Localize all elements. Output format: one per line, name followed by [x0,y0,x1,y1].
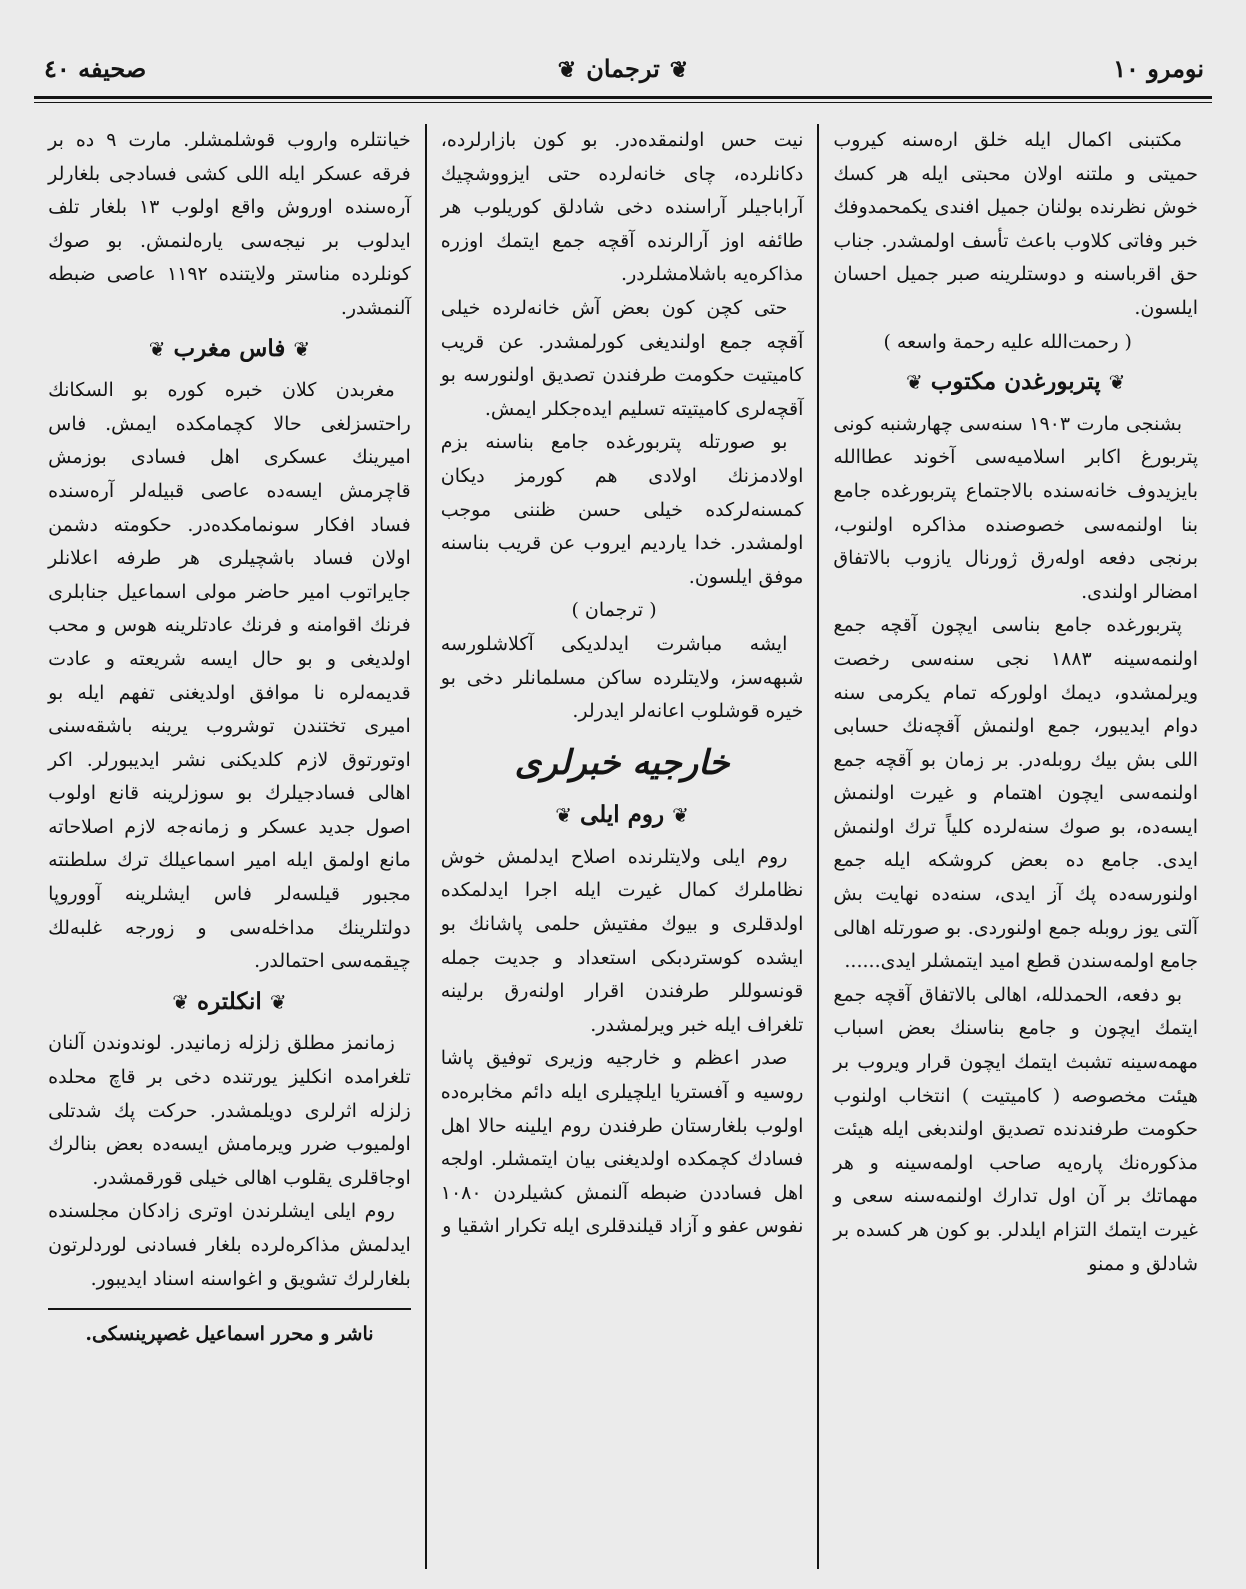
obituary-paragraph: مكتبنى اكمال ايله خلق اره‌سنه كيروب حميتى و ملتنه اولان محبتى ايله هر كسك خوش نظرنده بولنان جميل افندى يكمحمدوفك خبر وفاتى كلاوب باعث تأسف اولمشدر. جناب حق اقرباسنه و دوستلرينه صبر جميل احسان ايلسون. [833,129,1198,319]
page-number-label: صحيفه ٤٠ [44,54,147,83]
fleuron-icon: ❦ [269,989,287,1014]
article-paragraph: حتى كچن كون بعض آش خانه‌لرده خيلى آقچه جمع اولنديغى كورلمشدر. عن قريب كاميتيت حكومت طرفندن تصديق اولنورسه بو آقچه‌لرى كاميتيته تسليم ايده‌جكلر ايمش. [440,296,804,420]
footer-rule [48,1308,411,1310]
article-paragraph: ايشه مباشرت ايدلديكى آكلاشلورسه شبهه‌سز، ولايتلرده ساكن مسلمانلر دخى بو خيره قوشلوب اعانه‌لر ايدرلر. [440,632,804,723]
section-title-text: انكلتره [197,987,262,1015]
article-paragraph: بو صورتله پتربورغده جامع بناسنه بزم اولادمزنك اولادى هم كورمز ديكان كمسنه‌لركده خيلى حسن ظننى موجب اولمشدر. خدا يارديم ايروب عن قريب بناسنه موفق ايلسون. [440,431,804,588]
article-paragraph: پتربورغده جامع بناسى ايچون آقچه جمع اولنمه‌سينه ۱۸۸۳ نجى سنه‌سى رخصت ويرلمشدو، ديمك اولوركه تمام يكرمى سنه دوام ايديبور، جمع اولنمش آقچه‌نك حسابى اللى بش بيك روبله‌در. بر زمان بو آقچه جمع اولنمه‌سى ايچون اهتمام و غيرت اولنمش ايسه‌ده، بو صوك سنه‌لرده كلياً ترك اولنمش ايدى. جامع ده بعض كروشكه ايله جمع اولنورسه‌ده پك آز ايدى، سنه‌ده نهايت بش آلتى يوز روبله جمع اولنوردى. بو صورتله اهالى جامع اولمه‌سندن قطع اميد ايتمشلر ايدى...... [833,614,1198,973]
section-title-rumelia [441,798,804,833]
section-title-england [48,985,411,1020]
fleuron-icon: ❦ [148,336,166,361]
foreign-news-heading: خارجيه خبرلرى [514,742,730,783]
article-columns [34,124,1212,1569]
article-paragraph: روم ايلى ايشلرندن اوترى زادكان مجلسنده ايدلمش مذاكره‌لرده بلغار فسادنى لوردلرتون بلغارلرك تشويق و اغواسنه اسناد ايديبور. [48,1200,411,1290]
fleuron-icon: ❦ [1108,370,1126,395]
article-paragraph: مغربدن كلان خبره كوره بو السكانك راحتسزلغى حالا كچمامكده ايمش. فاس اميرينك عسكرى اهل فسادى بوزمش قاچرمش ايسه‌ده عاصى قبيله‌لر آره‌سنده فساد افكار سونمامكده‌در. حكومته دشمن اولان فساد باشچيلرى هر طرفه اعلانلر جايراتوب امير حاضر مولى اسماعيل جنابلرى فرنك اقوامنه و فرنك عادتلرينه هوس و محب اولديغى و بو حال ايسه شريعته و عادت قديمه‌لره نا موافق اولديغنى تفهم ايله بو اميرى تختندن توشروب يرينه باشقه‌سنى اوتورتوق لازم كلديكنى نشر ايديبورلر. اكر اهالى فسادجيلرك بو سوزلرينه قانع اولوب اصول جديد عسكر و زمانه‌جه لازم اصلاحاته مانع اولمق ايله امير اسماعيلك ترك سلطنته مجبور قيلسه‌لر فاس ايشلرينه آووروپا دولتلرينك مداخله‌سى و زورجه غلبه‌لك چيقمه‌سى احتمالدر. [48,379,411,973]
header-rule-thin [34,102,1212,103]
column-right [819,124,1212,1569]
section-title-petersburg-letter [833,365,1198,400]
ornament-right-icon: ❦ [669,57,689,83]
section-title-morocco [48,332,411,367]
column-left [34,124,427,1569]
page-header [34,52,1212,106]
article-signature: ( ترجمان ) [571,599,657,622]
article-paragraph: بشنجى مارت ۱۹۰۳ سنه‌سى چهارشنبه كونى پتربورغ اكابر اسلاميه‌سى آخوند عطاالله بايزيدوف خانه‌سنده بالاجتماع پتربورغده جامع بنا اولنمه‌سى خصوصنده مذاكره اولنوب، برنجى دفعه اوله‌رق ژورنال يازوب بالاتفاق امضالر اولندى. [833,412,1198,603]
article-paragraph: زمانمز مطلق زلزله زمانيدر. لوندوندن آلنان تلغرامده انكليز يورتنده دخى بر قاچ محلده زلزله اثرلرى دويلمشدر. حركت پك شدتلى اولميوب ضرر ويرمامش ايسه‌ده بعض بنالرك اوجاقلرى يقلوب اهالى خيلى قورقمشدر. [48,1032,411,1189]
section-title-text: پتربورغدن مكتوب [930,368,1101,396]
column-middle [427,124,820,1569]
article-paragraph: نيت حس اولنمقده‌در. بو كون بازارلرده، دكانلرده، چاى خانه‌لرده حتى ايزووشچيك آراباجيلر آراسنده دخى شادلق كوريلوب هر طائفه اوز آرالرنده آقچه جمع ايتمك اوزره مذاكره‌يه باشلامشلردر. [440,129,804,286]
fleuron-icon: ❦ [293,336,311,361]
obituary-closing: ( رحمت‌الله عليه رحمة واسعه ) [883,330,1132,353]
issue-number-label: نومرو ١٠ [1113,54,1204,83]
section-title-text: فاس مغرب [173,334,286,362]
masthead-title [34,54,1212,83]
ornament-left-icon: ❦ [557,57,577,83]
fleuron-icon: ❦ [672,803,689,828]
fleuron-icon: ❦ [555,803,573,828]
article-paragraph: بو دفعه، الحمدلله، اهالى بالاتفاق آقچه جمع ايتمك ايچون و جامع بناسنك بعض اسباب مهمه‌سينه تشبث ايتمك ايچون قرار ويروب بر هيئت مخصوصه ( كاميتيت ) انتخاب اولنوب حكومت طرفندنده تصديق اولندبغى ايله هيئت مذكوره‌نك پاره‌يه صاحب اولمه‌سينه و هر مهماتك بر آن اول تدارك اولنمه‌سنه سعى و غيرت ايتمك التزام ايلدلر. بو كون هر كسده بر شادلق و ممنو [833,983,1198,1275]
article-paragraph: روم ايلى ولايتلرنده اصلاح ايدلمش خوش نظاملرك كمال غيرت ايله اجرا ايدلمكده اولدقلرى و بيوك مفتيش حلمى پاشانك بو ايشده كوستردبكى استعداد و جديت جمله قونسوللر طرفندن اقرار اولنه‌رق برلينه تلغراف ايله خبر ويرلمشدر. [440,845,804,1036]
article-paragraph: خيانتلره واروب قوشلمشلر. مارت ۹ ده بر فرقه عسكر ايله اللى كشى فسادجى بلغارلر آره‌سنده اوروش واقع اولوب ۱۳ بلغار تلف ايدلوب بر نيجه‌سى ياره‌لنمش. بو صوك كونلرده مناستر ولايتنده ۱۱۹۲ عاصى ضبطه آلنمشدر. [48,129,411,319]
fleuron-icon: ❦ [905,370,923,395]
header-rule-thick [34,96,1212,99]
article-paragraph: صدر اعظم و خارجيه وزيرى توفيق پاشا روسيه و آفستريا ايلچيلرى ايله دائم مخابره‌ده اولوب بلغارستان طرفندن روم ايلينه حالا اهل فسادك كچمكده اولديغنى بيان ايتمشلر. اولجه اهل فساددن ضبطه آلنمش كشيلردن ۱۰۸۰ نفوس عفو و آزاد قيلندقلرى ايله تكرار اشقيا و [440,1047,804,1238]
fleuron-icon: ❦ [172,989,190,1014]
publisher-line: ناشر و محرر اسماعيل غصپرينسكى. [85,1323,374,1346]
masthead-title-text: ترجمان [586,54,660,83]
section-title-text: روم ايلى [580,801,665,829]
